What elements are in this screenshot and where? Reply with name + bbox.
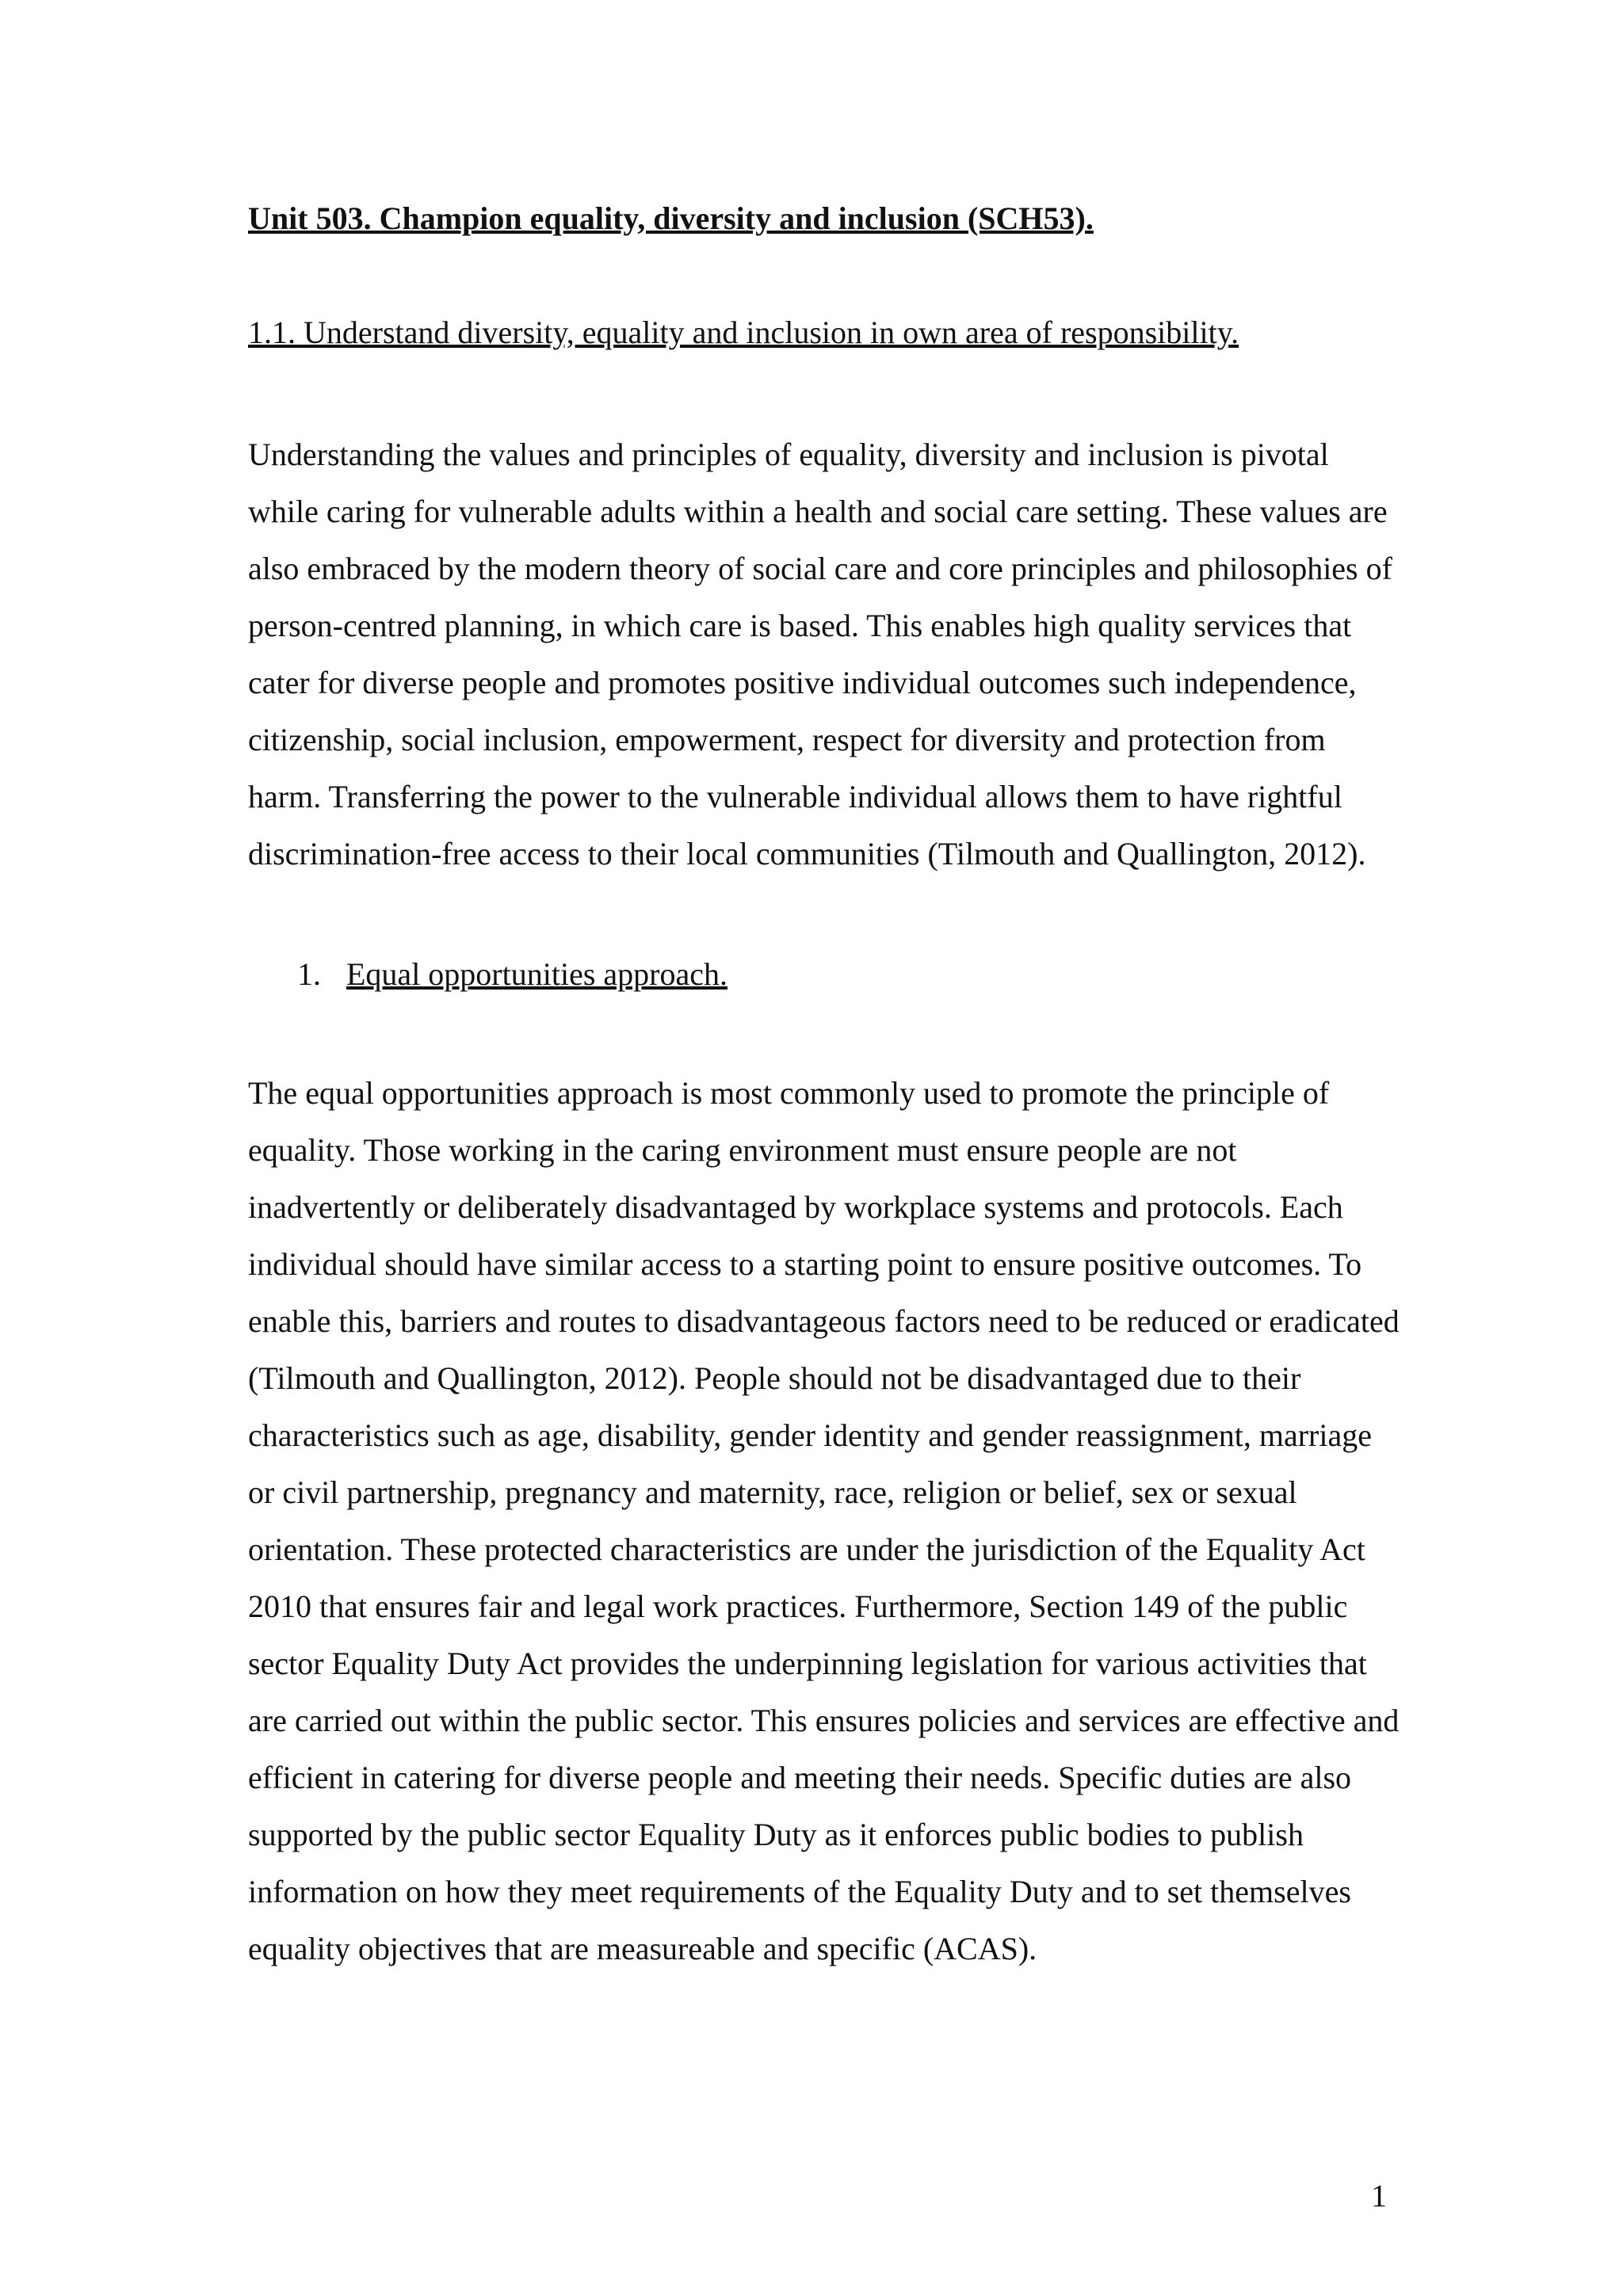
body-paragraph: The equal opportunities approach is most commonly used to promote the principle of equality. Those working in the caring environment must ensure people are not inadvertently or deliberately disadvantaged by workplace systems and protocols. Each individual should have similar access to a starting point to ensure positive outcomes. To enable this, barriers and routes to disadvantageous factors need to be reduced or eradicated (Tilmouth and Quallington, 2012). People should not be disadvantaged due to their characteristics such as age, disability, gender identity and gender reassignment, marriage or civil partnership, pregnancy and maternity, race, religion or belief, sex or sexual orientation. These protected characteristics are under the jurisdiction of the Equality Act 2010 that ensures fair and legal work practices. Furthermore, Section 149 of the public sector Equality Duty Act provides the underpinning legislation for various activities that are carried out within the public sector. This ensures policies and services are effective and efficient in catering for diverse people and meeting their needs. Specific duties are also supported by the public sector Equality Duty as it enforces public bodies to publish information on how they meet requirements of the Equality Duty and to set themselves equality objectives that are measureable and specific (ACAS). (248, 1075, 1400, 1966)
page-number: 1 (1371, 2178, 1387, 2214)
list-item (248, 952, 1405, 997)
intro-paragraph: Understanding the values and principles of equality, diversity and inclusion is pivotal while caring for vulnerable adults within a health and social care setting. These values are also embraced by the modern theory of social care and core principles and philosophies of person-centred planning, in which care is based. This enables high quality services that cater for diverse people and promotes positive individual outcomes such independence, citizenship, social inclusion, empowerment, respect for diversity and protection from harm. Transferring the power to the vulnerable individual allows them to have rightful discrimination-free access to their local communities (Tilmouth and Quallington, 2012). (248, 437, 1392, 871)
section-heading: 1.1. Understand diversity, equality and inclusion in own area of responsibility. (248, 315, 1239, 350)
list-item-number: 1. (297, 956, 321, 992)
document-content (248, 196, 1405, 1978)
list-item-label: Equal opportunities approach. (346, 956, 727, 992)
numbered-list (248, 952, 1405, 997)
unit-title: Unit 503. Champion equality, diversity and inclusion (SCH53). (248, 200, 1094, 236)
